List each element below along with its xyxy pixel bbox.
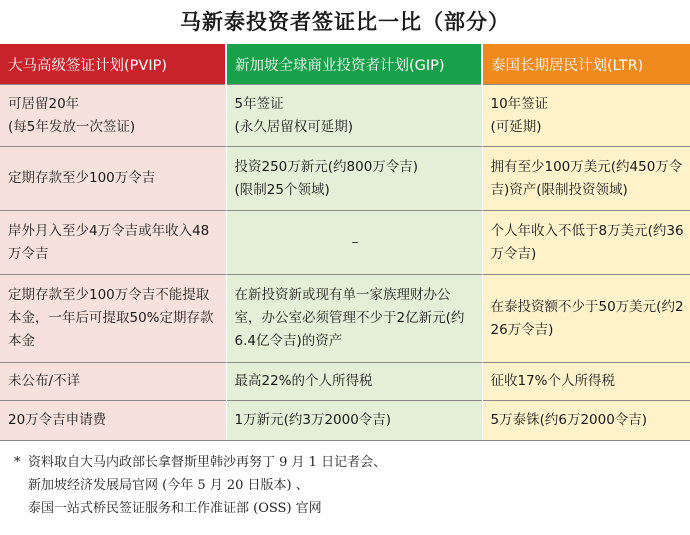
header-row bbox=[0, 44, 690, 85]
table-row bbox=[0, 85, 690, 147]
cell-thailand: 个人年收入不低于8万美元(约36万令吉) bbox=[482, 211, 690, 275]
table-row bbox=[0, 147, 690, 211]
source-notes bbox=[0, 441, 690, 520]
source-note-line: * 资料取自大马内政部长拿督斯里韩沙再努丁 9 月 1 日记者会、 bbox=[14, 451, 690, 474]
table-row bbox=[0, 401, 690, 441]
cell-malaysia: 20万令吉申请费 bbox=[0, 401, 226, 441]
page-title: 马新泰投资者签证比一比（部分） bbox=[180, 10, 510, 34]
header-thailand-ltr: 泰国长期居民计划(LTR) bbox=[482, 44, 690, 85]
source-note-line: 新加坡经济发展局官网 (今年 5 月 20 日版本) 、 bbox=[28, 478, 309, 493]
cell-singapore: 1万新元(约3万2000令吉) bbox=[226, 401, 482, 441]
header-singapore-gip: 新加坡全球商业投资者计划(GIP) bbox=[226, 44, 482, 85]
cell-thailand: 征收17%个人所得税 bbox=[482, 363, 690, 401]
cell-malaysia: 未公布/不详 bbox=[0, 363, 226, 401]
table-row bbox=[0, 363, 690, 401]
cell-singapore: – bbox=[226, 211, 482, 275]
cell-malaysia: 可居留20年 (每5年发放一次签证) bbox=[0, 85, 226, 147]
cell-malaysia: 定期存款至少100万令吉 bbox=[0, 147, 226, 211]
cell-malaysia: 定期存款至少100万令吉不能提取本金，一年后可提取50%定期存款本金 bbox=[0, 275, 226, 363]
cell-singapore: 最高22%的个人所得税 bbox=[226, 363, 482, 401]
cell-singapore: 在新投资新或现有单一家族理财办公室，办公室必须管理不少于2亿新元(约6.4亿令吉)的资产 bbox=[226, 275, 482, 363]
comparison-table bbox=[0, 44, 690, 441]
asterisk-icon: * bbox=[14, 455, 21, 470]
cell-malaysia: 岸外月入至少4万令吉或年收入48万令吉 bbox=[0, 211, 226, 275]
header-malaysia-pvip: 大马高级签证计划(PVIP) bbox=[0, 44, 226, 85]
cell-thailand: 在泰投资额不少于50万美元(约226万令吉) bbox=[482, 275, 690, 363]
table-row bbox=[0, 275, 690, 363]
source-note-line: 泰国一站式桥民签证服务和工作准证部 (OSS) 官网 bbox=[28, 501, 322, 516]
cell-singapore: 5年签证 (永久居留权可延期) bbox=[226, 85, 482, 147]
table-row bbox=[0, 211, 690, 275]
cell-thailand: 5万泰铢(约6万2000令吉) bbox=[482, 401, 690, 441]
cell-thailand: 拥有至少100万美元(约450万令吉)资产(限制投资领域) bbox=[482, 147, 690, 211]
cell-thailand: 10年签证 (可延期) bbox=[482, 85, 690, 147]
cell-singapore: 投资250万新元(约800万令吉) (限制25个领域) bbox=[226, 147, 482, 211]
